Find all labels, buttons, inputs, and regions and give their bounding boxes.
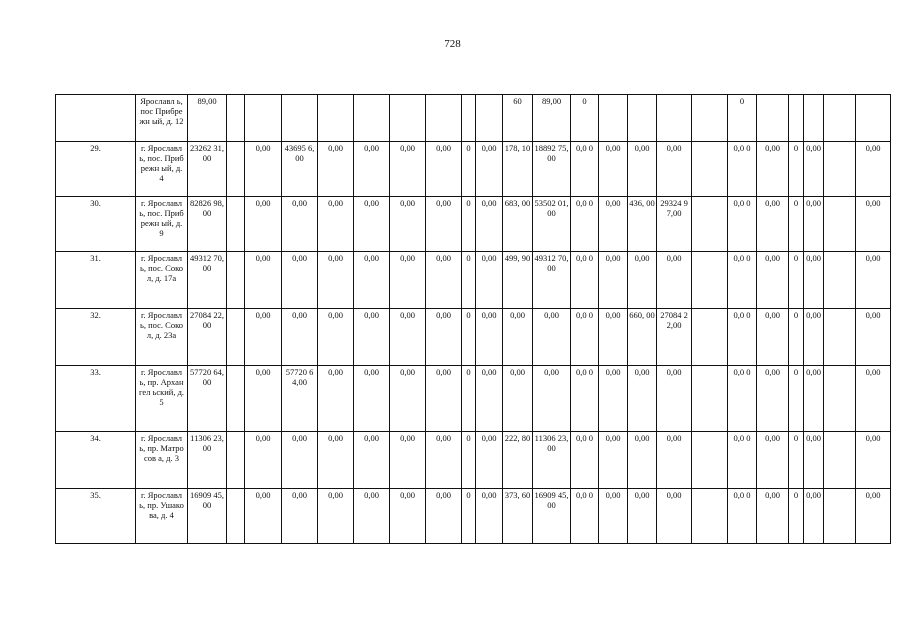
table-cell: 0,00 xyxy=(282,197,318,252)
table-cell: 43695 6,00 xyxy=(282,142,318,197)
table-cell xyxy=(657,95,692,142)
table-cell: 0,00 xyxy=(476,489,503,544)
table-cell xyxy=(824,252,856,309)
table-cell: 0 xyxy=(462,366,476,432)
table-cell: 0 xyxy=(462,197,476,252)
table-cell: 16909 45,00 xyxy=(188,489,227,544)
table-cell: 60 xyxy=(503,95,533,142)
table-cell: 0,00 xyxy=(757,197,789,252)
table-cell: 0,00 xyxy=(599,252,628,309)
row-number-cell: 29. xyxy=(56,142,136,197)
table-cell: 0,00 xyxy=(856,432,891,489)
row-number-cell: 32. xyxy=(56,309,136,366)
table-row xyxy=(56,489,891,544)
row-number-cell: 33. xyxy=(56,366,136,432)
table-cell: 0,00 xyxy=(390,197,426,252)
table-cell: 0 xyxy=(462,252,476,309)
table-cell: 0,00 xyxy=(757,432,789,489)
table-cell xyxy=(824,197,856,252)
address-cell: г. Ярославл ь, пр. Архангел ьский, д. 5 xyxy=(136,366,188,432)
table-cell: 0,00 xyxy=(354,197,390,252)
table-row xyxy=(56,309,891,366)
table-row xyxy=(56,95,891,142)
table-cell: 0,00 xyxy=(318,197,354,252)
table-cell: 0,00 xyxy=(282,309,318,366)
table-row xyxy=(56,366,891,432)
table-cell: 0,00 xyxy=(657,432,692,489)
table-cell xyxy=(282,95,318,142)
table-cell: 11306 23,00 xyxy=(533,432,571,489)
table-cell: 0,00 xyxy=(245,252,282,309)
table-cell: 0,00 xyxy=(426,366,462,432)
table-cell: 0,00 xyxy=(599,309,628,366)
table-cell xyxy=(227,252,245,309)
table-cell: 0,00 xyxy=(804,366,824,432)
table-cell: 683, 00 xyxy=(503,197,533,252)
table-cell xyxy=(804,95,824,142)
row-number-cell: 31. xyxy=(56,252,136,309)
table-cell: 0 xyxy=(789,197,804,252)
table-cell: 0,00 xyxy=(476,432,503,489)
table-cell: 0,00 xyxy=(245,142,282,197)
table-cell: 0,0 0 xyxy=(728,309,757,366)
table-cell: 0 xyxy=(789,432,804,489)
table-cell: 0,00 xyxy=(390,142,426,197)
table-cell: 49312 70,00 xyxy=(188,252,227,309)
table-cell: 499, 90 xyxy=(503,252,533,309)
table-cell: 0,0 0 xyxy=(571,252,599,309)
table-cell: 0,0 0 xyxy=(571,309,599,366)
table-cell xyxy=(227,489,245,544)
table-cell: 0,0 0 xyxy=(728,366,757,432)
table-cell: 0 xyxy=(789,309,804,366)
table-cell xyxy=(227,366,245,432)
table-cell xyxy=(692,309,728,366)
table-cell: 0,00 xyxy=(503,366,533,432)
table-cell: 0,00 xyxy=(599,432,628,489)
address-cell: г. Ярославл ь, пр. Ушакова, д. 4 xyxy=(136,489,188,544)
table-cell: 0,00 xyxy=(318,142,354,197)
table-cell: 0,00 xyxy=(390,252,426,309)
table-cell xyxy=(757,95,789,142)
table-cell: 0,00 xyxy=(476,142,503,197)
registry-table xyxy=(55,94,891,544)
table-cell: 0,00 xyxy=(476,366,503,432)
table-cell: 0,0 0 xyxy=(571,197,599,252)
address-cell: г. Ярославл ь, пос. Прибрежн ый, д. 4 xyxy=(136,142,188,197)
table-cell xyxy=(692,142,728,197)
table-cell: 0,00 xyxy=(856,197,891,252)
table-cell: 0,00 xyxy=(245,366,282,432)
table-cell: 0,00 xyxy=(628,489,657,544)
table-cell: 0,0 0 xyxy=(571,142,599,197)
table-cell: 0,00 xyxy=(856,142,891,197)
table-cell xyxy=(856,95,891,142)
table-cell: 0,00 xyxy=(318,252,354,309)
table-cell: 57720 64,00 xyxy=(282,366,318,432)
table-cell xyxy=(692,366,728,432)
table-cell xyxy=(824,366,856,432)
table-row xyxy=(56,197,891,252)
table-cell: 0,0 0 xyxy=(728,197,757,252)
table-cell xyxy=(824,489,856,544)
table-cell xyxy=(245,95,282,142)
row-number-cell: 34. xyxy=(56,432,136,489)
table-cell: 27084 22,00 xyxy=(188,309,227,366)
table-cell: 0,00 xyxy=(245,197,282,252)
address-cell: г. Ярославл ь, пос. Сокол, д. 17а xyxy=(136,252,188,309)
table-cell: 0,00 xyxy=(426,197,462,252)
table-cell xyxy=(476,95,503,142)
table-cell: 0 xyxy=(789,489,804,544)
table-cell: 0,00 xyxy=(282,489,318,544)
table-cell: 89,00 xyxy=(533,95,571,142)
table-cell: 0,00 xyxy=(599,197,628,252)
table-cell: 0,00 xyxy=(533,366,571,432)
table-cell: 0,00 xyxy=(354,432,390,489)
table-cell: 0,00 xyxy=(757,366,789,432)
row-number-cell: 30. xyxy=(56,197,136,252)
table-cell xyxy=(692,197,728,252)
table-cell: 0,00 xyxy=(390,366,426,432)
table-cell: 0,00 xyxy=(757,252,789,309)
table-cell: 0,00 xyxy=(245,489,282,544)
table-cell: 0,0 0 xyxy=(728,142,757,197)
table-cell: 18892 75,00 xyxy=(533,142,571,197)
table-cell: 11306 23,00 xyxy=(188,432,227,489)
table-cell: 0,00 xyxy=(657,142,692,197)
table-cell xyxy=(599,95,628,142)
table-cell: 0,00 xyxy=(426,252,462,309)
table-cell: 29324 97,00 xyxy=(657,197,692,252)
table-cell xyxy=(692,432,728,489)
table-cell xyxy=(824,142,856,197)
table-cell: 0 xyxy=(789,366,804,432)
table-cell: 0,00 xyxy=(599,489,628,544)
table-cell: 0,00 xyxy=(476,252,503,309)
table-cell: 0,00 xyxy=(318,366,354,432)
table-cell xyxy=(318,95,354,142)
table-cell: 0,00 xyxy=(599,142,628,197)
table-cell: 0,00 xyxy=(354,489,390,544)
table-cell: 0,00 xyxy=(390,432,426,489)
table-cell: 0,00 xyxy=(804,489,824,544)
table-body xyxy=(56,95,891,544)
table-cell xyxy=(692,489,728,544)
row-number-cell xyxy=(56,95,136,142)
table-cell xyxy=(824,432,856,489)
table-cell: 0,0 0 xyxy=(728,432,757,489)
table-cell: 0,00 xyxy=(318,432,354,489)
table-cell: 0,0 0 xyxy=(571,489,599,544)
table-cell: 0,00 xyxy=(245,309,282,366)
table-cell: 0,00 xyxy=(599,366,628,432)
table-cell: 0,00 xyxy=(804,252,824,309)
table-cell: 0 xyxy=(789,252,804,309)
table-cell: 0,00 xyxy=(354,142,390,197)
table-cell xyxy=(628,95,657,142)
table-cell xyxy=(824,309,856,366)
table-cell: 0,00 xyxy=(804,197,824,252)
table-row xyxy=(56,142,891,197)
table-cell: 89,00 xyxy=(188,95,227,142)
page-number: 728 xyxy=(444,38,461,50)
table-cell: 0,00 xyxy=(245,432,282,489)
table-cell: 0 xyxy=(462,142,476,197)
table-cell xyxy=(227,197,245,252)
address-cell: г. Ярославл ь, пр. Матросов а, д. 3 xyxy=(136,432,188,489)
table-cell xyxy=(227,432,245,489)
table-cell: 0,00 xyxy=(426,309,462,366)
table-cell xyxy=(354,95,390,142)
table-cell: 0,00 xyxy=(628,252,657,309)
address-cell: г. Ярославл ь, пос. Прибрежн ый, д. 9 xyxy=(136,197,188,252)
table-cell: 0,00 xyxy=(390,489,426,544)
table-cell: 660, 00 xyxy=(628,309,657,366)
table-cell: 0,00 xyxy=(856,489,891,544)
table-cell: 0,00 xyxy=(282,252,318,309)
table-cell: 0,0 0 xyxy=(728,252,757,309)
table-cell: 0 xyxy=(462,489,476,544)
address-cell: г. Ярославл ь, пос. Сокол, д. 23а xyxy=(136,309,188,366)
table-cell xyxy=(426,95,462,142)
table-cell: 0,00 xyxy=(628,366,657,432)
table-cell: 57720 64,00 xyxy=(188,366,227,432)
table-cell: 27084 22,00 xyxy=(657,309,692,366)
row-number-cell: 35. xyxy=(56,489,136,544)
table-cell: 23262 31,00 xyxy=(188,142,227,197)
table-cell: 0,00 xyxy=(804,432,824,489)
table-cell xyxy=(227,95,245,142)
table-row xyxy=(56,432,891,489)
table-cell: 0,00 xyxy=(804,142,824,197)
table-cell: 49312 70,00 xyxy=(533,252,571,309)
table-cell: 0,00 xyxy=(856,309,891,366)
table-cell: 0,00 xyxy=(757,489,789,544)
table-cell: 0,0 0 xyxy=(571,432,599,489)
table-cell xyxy=(227,142,245,197)
table-cell: 0,00 xyxy=(354,252,390,309)
table-cell: 0,00 xyxy=(318,309,354,366)
table-cell: 436, 00 xyxy=(628,197,657,252)
table-cell: 0,00 xyxy=(757,142,789,197)
table-cell xyxy=(390,95,426,142)
table-cell xyxy=(462,95,476,142)
table-cell: 0 xyxy=(462,432,476,489)
table-cell xyxy=(789,95,804,142)
table-cell: 0,00 xyxy=(476,309,503,366)
table-cell: 0,00 xyxy=(282,432,318,489)
table-cell: 0,0 0 xyxy=(728,489,757,544)
table-cell: 82826 98,00 xyxy=(188,197,227,252)
table-cell: 0,00 xyxy=(476,197,503,252)
table-cell: 0,00 xyxy=(503,309,533,366)
table-cell xyxy=(227,309,245,366)
table-cell: 0,00 xyxy=(426,489,462,544)
table-cell: 178, 10 xyxy=(503,142,533,197)
table-cell: 0 xyxy=(571,95,599,142)
table-cell: 0,00 xyxy=(856,252,891,309)
table-cell: 222, 80 xyxy=(503,432,533,489)
table-cell xyxy=(692,252,728,309)
table-cell: 0,00 xyxy=(426,432,462,489)
table-row xyxy=(56,252,891,309)
table-cell: 373, 60 xyxy=(503,489,533,544)
table-cell: 0,00 xyxy=(804,309,824,366)
table-cell: 0,00 xyxy=(628,432,657,489)
table-cell: 0,00 xyxy=(657,366,692,432)
table-cell: 0,0 0 xyxy=(571,366,599,432)
table-cell: 0,00 xyxy=(757,309,789,366)
table-cell xyxy=(692,95,728,142)
table-cell xyxy=(824,95,856,142)
table-cell: 0 xyxy=(789,142,804,197)
table-cell: 0 xyxy=(462,309,476,366)
table-cell: 0,00 xyxy=(390,309,426,366)
table-cell: 0,00 xyxy=(318,489,354,544)
table-cell: 0 xyxy=(728,95,757,142)
table-cell: 0,00 xyxy=(856,366,891,432)
table-cell: 53502 01,00 xyxy=(533,197,571,252)
table-cell: 0,00 xyxy=(628,142,657,197)
table-cell: 16909 45,00 xyxy=(533,489,571,544)
table-cell: 0,00 xyxy=(657,489,692,544)
table-cell: 0,00 xyxy=(354,309,390,366)
table-cell: 0,00 xyxy=(354,366,390,432)
table-cell: 0,00 xyxy=(426,142,462,197)
table-cell: 0,00 xyxy=(533,309,571,366)
table-cell: 0,00 xyxy=(657,252,692,309)
address-cell: Ярославл ь, пос Прибрежн ый, д. 12 xyxy=(136,95,188,142)
